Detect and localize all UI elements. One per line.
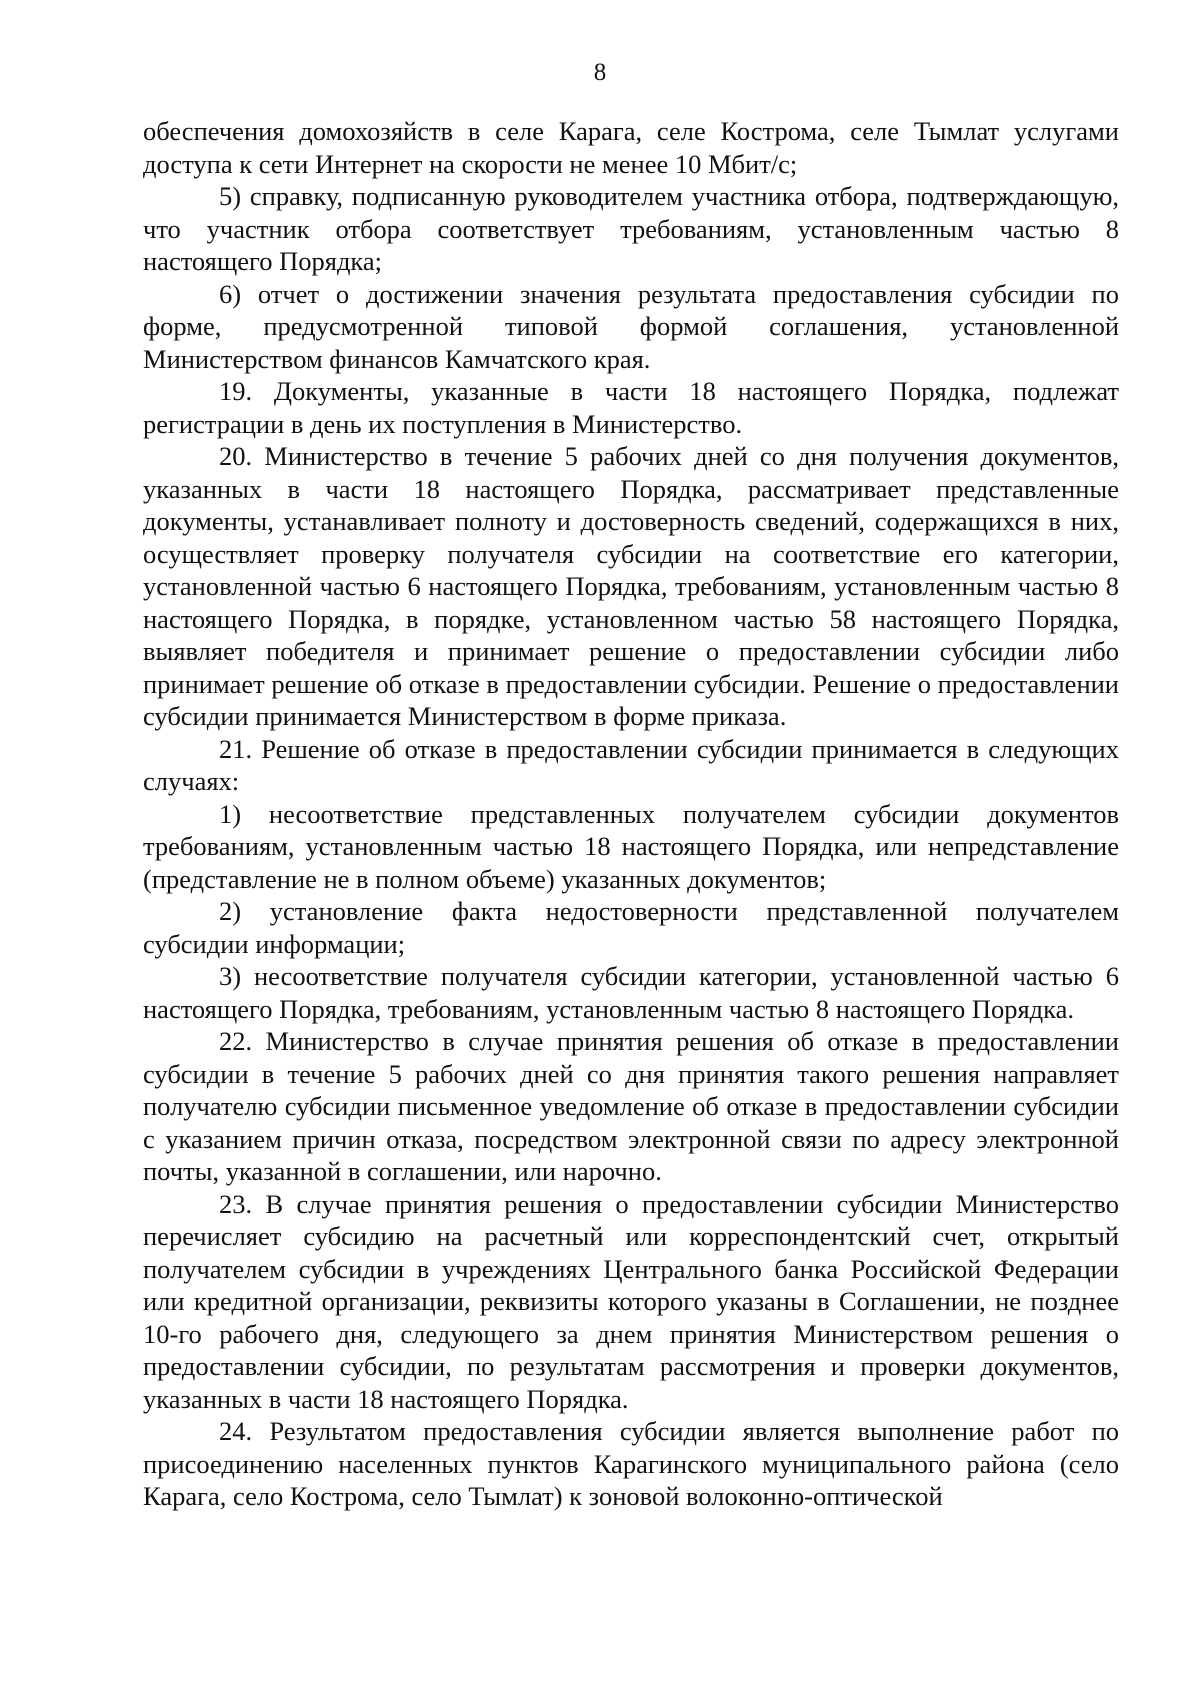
paragraph-section-20: 20. Министерство в течение 5 рабочих дней со дня получения документов, указанных в части 18 настоящего Порядка, рассматривает представленные документы, устанавливает полноту и достоверность сведений, содержащихся в них, осуществляет проверку получателя субсидии на соответствие его категории, установленной частью 6 настоящего Порядка, требованиям, установленным частью 8 настоящего Порядка, в порядке, установленном частью 58 настоящего Порядка, выявляет победителя и принимает решение о предоставлении субсидии либо принимает решение об отказе в предоставлении субсидии. Решение о предоставлении субсидии принимается Министерством в форме приказа. [143, 441, 1119, 731]
paragraph-section-21-item-2: 2) установление факта недостоверности представленной получателем субсидии информации; [143, 896, 1119, 959]
paragraph-continuation: обеспечения домохозяйств в селе Карага, селе Кострома, селе Тымлат услугами доступа к сети Интернет на скорости не менее 10 Мбит/с; [143, 116, 1119, 179]
paragraph-item-5: 5) справку, подписанную руководителем участника отбора, подтверждающую, что участник отбора соответствует требованиям, установленным частью 8 настоящего Порядка; [143, 181, 1119, 276]
paragraph-section-22: 22. Министерство в случае принятия решения об отказе в предоставлении субсидии в течение 5 рабочих дней со дня принятия такого решения направляет получателю субсидии письменное уведомление об отказе в предоставлении субсидии с указанием причин отказа, посредством электронной связи по адресу электронной почты, указанной в соглашении, или нарочно. [143, 1026, 1119, 1186]
paragraph-section-23: 23. В случае принятия решения о предоставлении субсидии Министерство перечисляет субсидию на расчетный или корреспондентский счет, открытый получателем субсидии в учреждениях Центрального банка Российской Федерации или кредитной организации, реквизиты которого указаны в Соглашении, не позднее 10-го рабочего дня, следующего за днем принятия Министерством решения о предоставлении субсидии, по результатам рассмотрения и проверки документов, указанных в части 18 настоящего Порядка. [143, 1188, 1119, 1414]
page-number: 8 [593, 59, 607, 86]
paragraph-section-19: 19. Документы, указанные в части 18 настоящего Порядка, подлежат регистрации в день их поступления в Министерство. [143, 376, 1119, 439]
paragraph-section-21-item-3: 3) несоответствие получателя субсидии категории, установленной частью 6 настоящего Порядка, требованиям, установленным частью 8 настоящего Порядка. [143, 961, 1119, 1024]
paragraph-item-6: 6) отчет о достижении значения результата предоставления субсидии по форме, предусмотренной типовой формой соглашения, установленной Министерством финансов Камчатского края. [143, 278, 1119, 374]
paragraph-section-24: 24. Результатом предоставления субсидии является выполнение работ по присоединению населенных пунктов Карагинского муниципального района (село Карага, село Кострома, село Тымлат) к зоновой волоконно-оптической [143, 1416, 1119, 1511]
paragraph-section-21-item-1: 1) несоответствие представленных получателем субсидии документов требованиям, установленным частью 18 настоящего Порядка, или непредставление (представление не в полном объеме) указанных документов; [143, 798, 1119, 894]
paragraph-section-21: 21. Решение об отказе в предоставлении субсидии принимается в следующих случаях: [143, 733, 1119, 796]
document-body [143, 115, 1119, 1513]
